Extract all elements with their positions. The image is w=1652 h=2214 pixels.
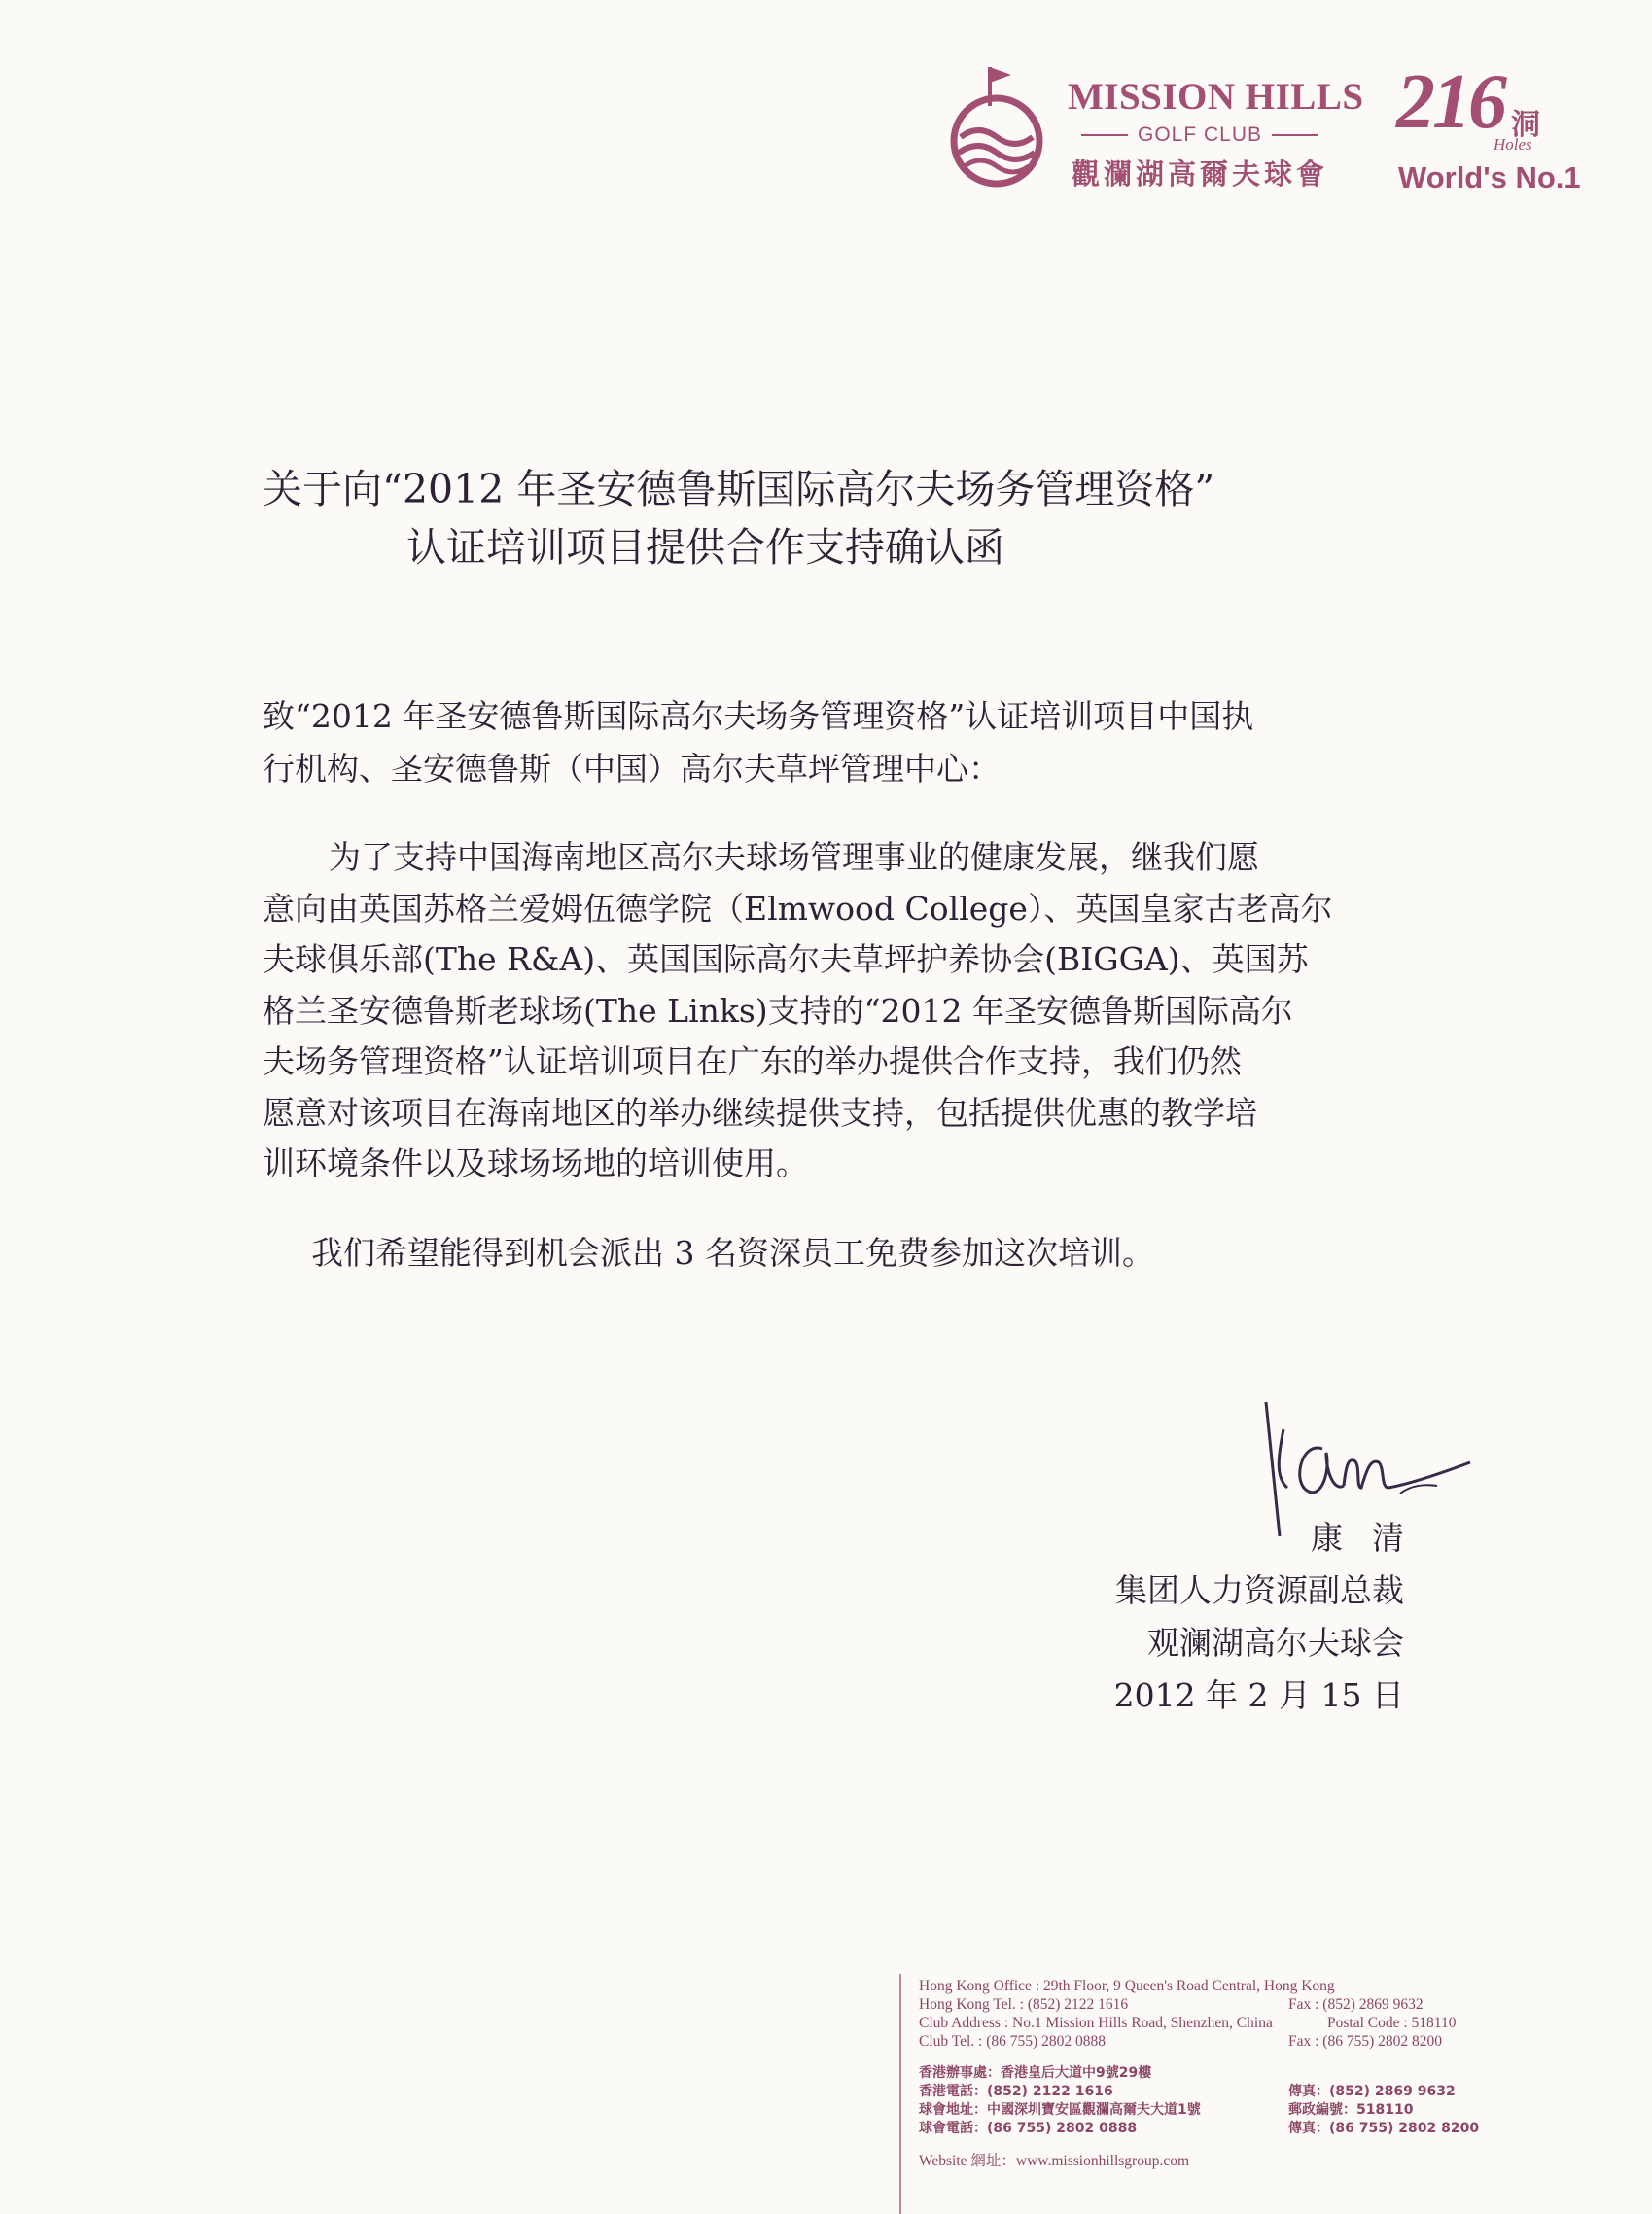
badge-world-rank: World's No.1 bbox=[1398, 160, 1581, 194]
badge-hole-char: 洞 bbox=[1511, 108, 1540, 142]
signatory-organization: 观澜湖高尔夫球会 bbox=[1147, 1624, 1404, 1662]
mission-hills-logo-icon bbox=[943, 61, 1050, 188]
footer-contact bbox=[919, 1977, 1502, 2170]
addressee-line: 行机构、圣安德鲁斯（中国）高尔夫草坪管理中心： bbox=[263, 750, 1001, 788]
body-line: 格兰圣安德鲁斯老球场(The Links)支持的“2012 年圣安德鲁斯国际高尔 bbox=[263, 991, 1294, 1030]
badge-holes-label: Holes bbox=[1494, 135, 1532, 154]
footer-website[interactable]: Website 網址：www.missionhillsgroup.com bbox=[919, 2153, 1190, 2169]
signatory-position: 集团人力资源副总裁 bbox=[1115, 1571, 1404, 1609]
request-sentence: 我们希望能得到机会派出 3 名资深员工免费参加这次培训。 bbox=[311, 1234, 1154, 1272]
body-line: 训环境条件以及球场场地的培训使用。 bbox=[263, 1144, 808, 1182]
footer-club-address: Club Address : No.1 Mission Hills Road, Shenzhen, China bbox=[919, 2015, 1273, 2031]
footer-postal-code: Postal Code : 518110 bbox=[1327, 2015, 1457, 2031]
footer-hk-tel: Hong Kong Tel. : (852) 2122 1616 bbox=[919, 1996, 1129, 2013]
brand-chinese-name: 觀瀾湖高爾夫球會 bbox=[1071, 158, 1328, 191]
body-paragraph bbox=[263, 832, 1332, 1190]
letter-title-line2: 认证培训项目提供合作支持确认函 bbox=[406, 524, 1004, 571]
brand-subtitle: GOLF CLUB bbox=[1068, 123, 1332, 147]
footer-hk-fax: Fax : (852) 2869 9632 bbox=[1288, 1996, 1424, 2013]
badge-hole-count: 216 bbox=[1396, 59, 1504, 145]
footer-club-tel: Club Tel. : (86 755) 2802 0888 bbox=[919, 2033, 1106, 2050]
letter-title-line1: 关于向“2012 年圣安德鲁斯国际高尔夫场务管理资格” bbox=[263, 466, 1215, 512]
footer-hk-office: Hong Kong Office : 29th Floor, 9 Queen's Road Central, Hong Kong bbox=[919, 1978, 1335, 1994]
letter-date: 2012 年 2 月 15 日 bbox=[1113, 1676, 1404, 1714]
footer-club-fax: Fax : (86 755) 2802 8200 bbox=[1288, 2033, 1443, 2050]
body-line: 意向由英国苏格兰爱姆伍德学院（Elmwood College）、英国皇家古老高尔 bbox=[263, 889, 1333, 928]
footer-cn-postal: 郵政編號：518110 bbox=[1288, 2102, 1414, 2118]
signatory-name: 康清 bbox=[1311, 1519, 1433, 1557]
footer-cn-tel: 香港電話：(852) 2122 1616 bbox=[919, 2084, 1113, 2099]
letterhead bbox=[933, 53, 1595, 209]
signature-block bbox=[1113, 1512, 1433, 1722]
body-line: 夫球俱乐部(The R&A)、英国国际高尔夫草坪护养协会(BIGGA)、英国苏 bbox=[263, 940, 1309, 978]
footer-cn-address: 球會地址：中國深圳寶安區觀瀾高爾夫大道1號 bbox=[919, 2102, 1201, 2118]
addressee bbox=[263, 690, 1429, 795]
body-line: 夫场务管理资格”认证培训项目在广东的举办提供合作支持，我们仍然 bbox=[263, 1042, 1242, 1080]
footer-cn-club-fax: 傳真：(86 755) 2802 8200 bbox=[1288, 2121, 1480, 2136]
body-line: 愿意对该项目在海南地区的举办继续提供支持，包括提供优惠的教学培 bbox=[263, 1093, 1257, 1132]
body-line: 为了支持中国海南地区高尔夫球场管理事业的健康发展，继我们愿 bbox=[329, 838, 1259, 876]
footer-divider bbox=[899, 1974, 901, 2214]
footer-cn-office: 香港辦事處：香港皇后大道中9號29樓 bbox=[919, 2065, 1152, 2081]
footer-cn-fax: 傳真：(852) 2869 9632 bbox=[1288, 2084, 1456, 2099]
addressee-line: 致“2012 年圣安德鲁斯国际高尔夫场务管理资格”认证培训项目中国执 bbox=[263, 697, 1254, 735]
brand-name: MISSION HILLS bbox=[1068, 76, 1364, 118]
footer-cn-club-tel: 球會電話：(86 755) 2802 0888 bbox=[919, 2121, 1138, 2136]
